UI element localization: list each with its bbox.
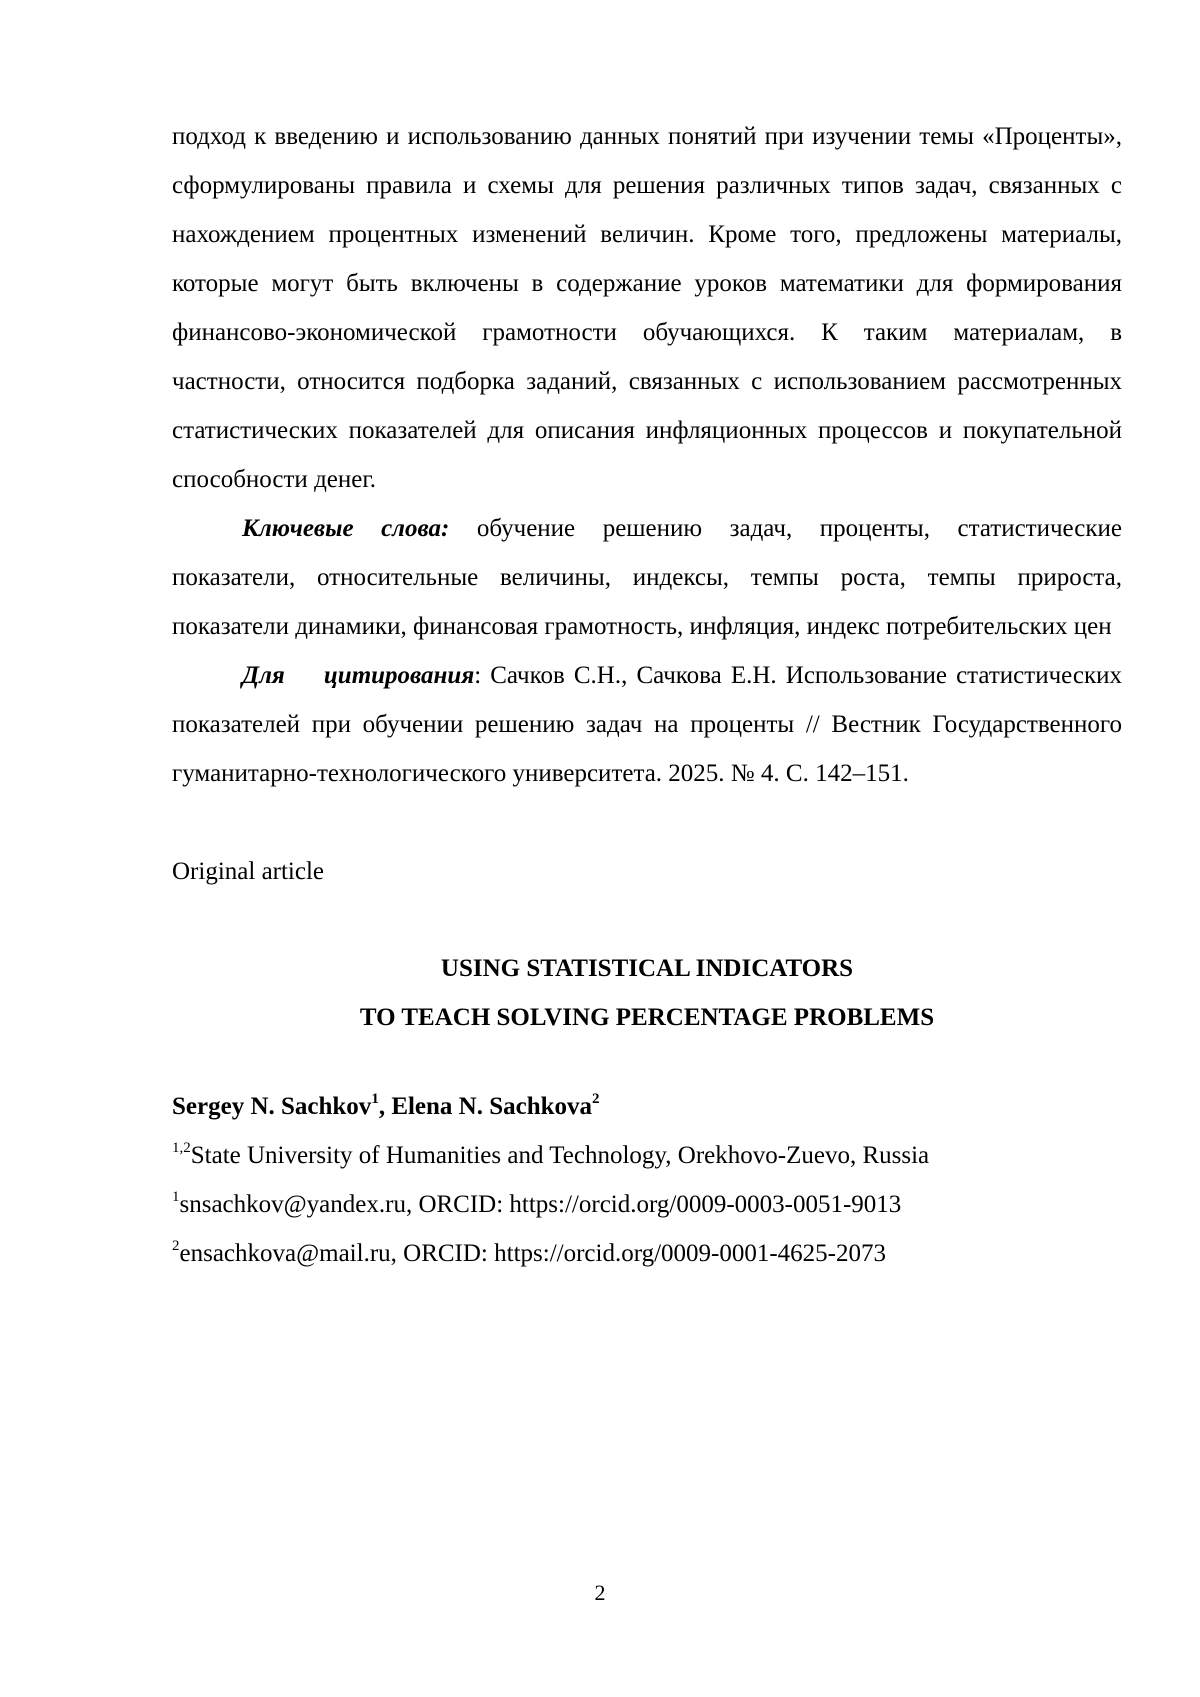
article-type: Original article [172, 858, 325, 885]
contact-mark: 1 [172, 1189, 180, 1205]
contact-text: snsachkov@yandex.ru, ORCID: https://orcid.org/0009-0003-0051-9013 [179, 1191, 902, 1218]
affiliation-mark: 1,2 [172, 1140, 191, 1156]
author-name: Elena N. Sachkova [391, 1093, 593, 1120]
citation-text: : Сачков С.Н., Сачкова Е.Н. Использование статистических показателей при обучении решению задач на проценты // Вестник Государственного гуманитарно-технологического университета. 2025. № 4. С. 142–151. [172, 662, 1122, 787]
citation-label: Для цитирования [242, 662, 475, 689]
author-name: Sergey N. Sachkov [172, 1093, 372, 1120]
abstract-continuation: подход к введению и использованию данных понятий при изучении темы «Проценты», сформулированы правила и схемы для решения различных типов задач, связанных с нахождением процентных изменений величин. Кроме того, предложены материалы, которые могут быть включены в содержание уроков математики для формирования финансово-экономической грамотности обучающихся. К таким материалам, в частности, относится подборка заданий, связанных с использованием рассмотренных статистических показателей для описания инфляционных процессов и покупательной способности денег. [172, 123, 1122, 493]
affiliation-line [172, 1131, 1122, 1180]
keywords-paragraph [172, 504, 1122, 651]
authors-line [172, 1082, 1122, 1131]
contact-text: ensachkova@mail.ru, ORCID: https://orcid.org/0009-0001-4625-2073 [179, 1240, 886, 1267]
article-title-line-2: TO TEACH SOLVING PERCENTAGE PROBLEMS [359, 1004, 935, 1031]
keywords-text: обучение решению задач, проценты, статистические показатели, относительные величины, индексы, темпы роста, темпы прироста, показатели динамики, финансовая грамотность, инфляция, индекс потребительских цен [172, 515, 1122, 640]
page-number: 2 [594, 1580, 606, 1605]
contact-line-2 [172, 1229, 1122, 1278]
keywords-label: Ключевые слова: [242, 515, 450, 542]
author-mark: 1 [371, 1091, 379, 1107]
affiliation-text: State University of Humanities and Technology, Orekhovo-Zuevo, Russia [190, 1142, 930, 1169]
citation-paragraph [172, 651, 1122, 798]
spacer [172, 798, 1122, 847]
contact-line-1 [172, 1180, 1122, 1229]
spacer [172, 896, 1122, 944]
author-mark: 2 [592, 1091, 600, 1107]
spacer [172, 1042, 1122, 1082]
contact-mark: 2 [172, 1238, 180, 1254]
article-page [172, 112, 1122, 1278]
author-separator: , [378, 1093, 392, 1120]
article-title-line-1: USING STATISTICAL INDICATORS [440, 955, 854, 982]
